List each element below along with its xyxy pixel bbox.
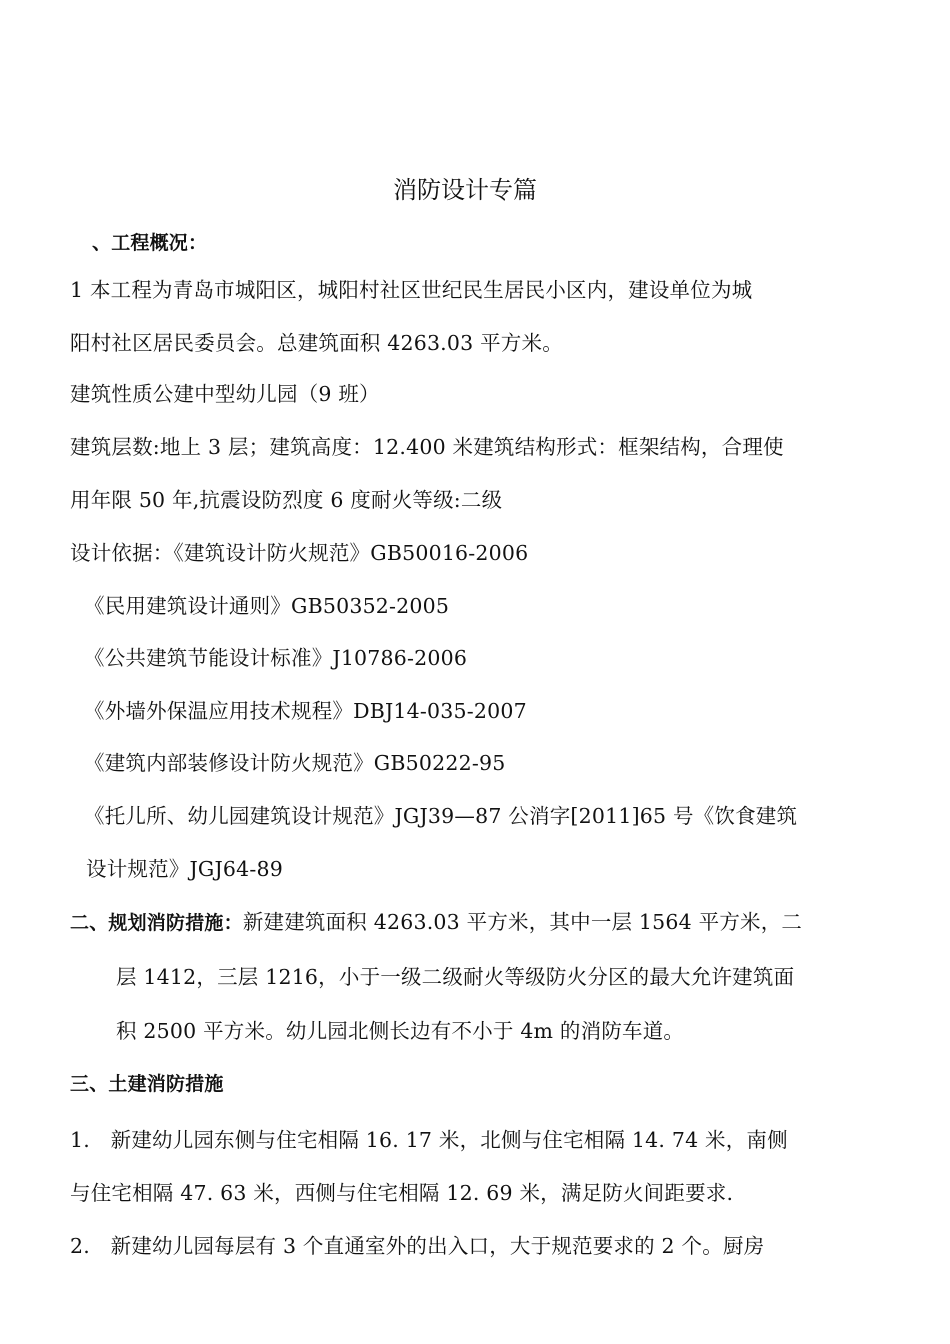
building-floors-line-2: 用年限 50 年,抗震设防烈度 6 度耐火等级:二级 — [70, 488, 503, 512]
overview-line-1: 1 本工程为青岛市城阳区，城阳村社区世纪民生居民小区内，建设单位为城 — [70, 278, 753, 302]
section2-text: 新建建筑面积 4263.03 平方米，其中一层 1564 平方米，二 — [242, 910, 803, 934]
basis-item: 《外墙外保温应用技术规程》DBJ14-035-2007 — [84, 699, 527, 723]
overview-line-2: 阳村社区居民委员会。总建筑面积 4263.03 平方米。 — [70, 331, 563, 355]
section3-heading: 三、土建消防措施 — [70, 1073, 224, 1095]
basis-item: 《建筑内部装修设计防火规范》GB50222-95 — [84, 751, 506, 775]
design-basis-intro: 设计依据：《建筑设计防火规范》GB50016-2006 — [70, 541, 529, 565]
section2-line-1 — [70, 905, 802, 935]
building-nature: 建筑性质公建中型幼儿园（9 班） — [70, 382, 380, 406]
section1-heading: 、工程概况： — [92, 232, 208, 254]
section2-label: 二、规划消防措施： — [70, 912, 243, 934]
basis-item: 《公共建筑节能设计标准》J10786-2006 — [84, 646, 468, 670]
building-floors-line-1: 建筑层数:地上 3 层；建筑高度：12.400 米建筑结构形式：框架结构，合理使 — [70, 435, 784, 459]
section2-line-2: 层 1412，三层 1216，小于一级二级耐火等级防火分区的最大允许建筑面 — [116, 965, 795, 989]
document-title: 消防设计专篇 — [393, 176, 537, 204]
section2-line-3: 积 2500 平方米。幼儿园北侧长边有不小于 4m 的消防车道。 — [116, 1019, 685, 1043]
item2-line-1: 2. 新建幼儿园每层有 3 个直通室外的出入口，大于规范要求的 2 个。厨房 — [70, 1234, 765, 1258]
basis-item: 《托儿所、幼儿园建筑设计规范》JGJ39—87 公消字[2011]65 号《饮食建筑 — [84, 804, 798, 828]
basis-item: 设计规范》JGJ64-89 — [86, 857, 284, 881]
item1-line-2: 与住宅相隔 47. 63 米，西侧与住宅相隔 12. 69 米，满足防火间距要求. — [70, 1181, 734, 1205]
item1-line-1: 1. 新建幼儿园东侧与住宅相隔 16. 17 米，北侧与住宅相隔 14. 74 米，南侧 — [70, 1128, 788, 1152]
basis-item: 《民用建筑设计通则》GB50352-2005 — [84, 594, 450, 618]
